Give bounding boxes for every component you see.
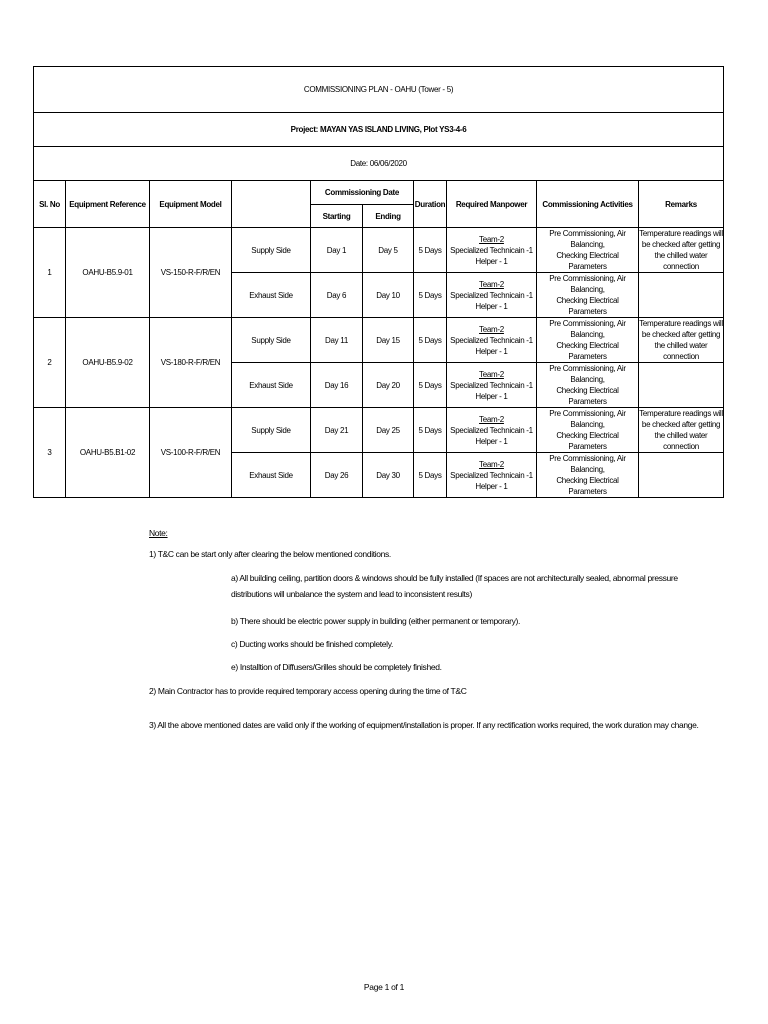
duration-cell: 5 Days [414,318,447,363]
start-cell: Day 16 [311,363,363,408]
commissioning-plan-sheet [33,66,723,498]
technician-label: Specialized Technicain -1 [450,335,533,345]
date-label: Date: 06/06/2020 [34,147,724,181]
side-cell: Exhaust Side [232,363,311,408]
helper-label: Helper - 1 [475,436,508,446]
helper-label: Helper - 1 [475,256,508,266]
equipment-model-cell: VS-150-R-F/R/EN [150,228,232,318]
header-side-blank [232,181,311,228]
technician-label: Specialized Technicain -1 [450,290,533,300]
note-1a-line2: distributions will unbalance the system and lead to inconsistent results) [231,589,472,599]
equipment-model-cell: VS-100-R-F/R/EN [150,408,232,498]
side-cell: Supply Side [232,228,311,273]
equipment-reference-cell: OAHU-B5.9-02 [66,318,150,408]
equipment-model-cell: VS-180-R-F/R/EN [150,318,232,408]
duration-cell: 5 Days [414,408,447,453]
end-cell: Day 15 [363,318,414,363]
activity-line: Pre Commissioning, Air Balancing, [549,274,626,294]
activity-line: Checking Electrical Parameters [556,296,619,316]
note-heading: Note: [149,528,168,538]
manpower-cell [447,318,537,363]
table-row [34,318,724,363]
header-duration: Duration [414,181,447,228]
remarks-cell: Temperature readings will be checked after getting the chilled water connection [639,229,723,271]
technician-label: Specialized Technicain -1 [450,245,533,255]
commissioning-table [33,66,724,498]
start-cell: Day 1 [311,228,363,273]
team-label: Team-2 [479,279,504,289]
team-label: Team-2 [479,324,504,334]
remarks-cell: Temperature readings will be checked after getting the chilled water connection [639,409,723,451]
project-label: Project: MAYAN YAS ISLAND LIVING, Plot YS3-4-6 [34,113,724,147]
technician-label: Specialized Technicain -1 [450,425,533,435]
sl-no-cell: 3 [34,408,66,498]
table-row [34,408,724,453]
page-title: COMMISSIONING PLAN - OAHU (Tower - 5) [34,67,724,113]
activity-line: Checking Electrical Parameters [556,431,619,451]
duration-cell: 5 Days [414,228,447,273]
activity-line: Pre Commissioning, Air Balancing, [549,409,626,429]
remarks-cell [639,453,724,498]
helper-label: Helper - 1 [475,391,508,401]
manpower-cell [447,273,537,318]
manpower-cell [447,453,537,498]
equipment-reference-cell: OAHU-B5.9-01 [66,228,150,318]
helper-label: Helper - 1 [475,346,508,356]
sl-no-cell: 2 [34,318,66,408]
helper-label: Helper - 1 [475,481,508,491]
manpower-cell [447,408,537,453]
end-cell: Day 25 [363,408,414,453]
note-1a-line1: a) All building ceiling, partition doors & windows should be fully installed (If spaces are not architecturally sealed, abnormal pressure [231,573,678,583]
duration-cell: 5 Days [414,273,447,318]
activities-cell [537,318,639,363]
duration-cell: 5 Days [414,363,447,408]
activity-line: Pre Commissioning, Air Balancing, [549,319,626,339]
equipment-reference-cell: OAHU-B5.B1-02 [66,408,150,498]
end-cell: Day 30 [363,453,414,498]
side-cell: Supply Side [232,408,311,453]
activity-line: Pre Commissioning, Air Balancing, [549,364,626,384]
end-cell: Day 20 [363,363,414,408]
activities-cell [537,363,639,408]
page-number: Page 1 of 1 [363,982,405,992]
header-commissioning-date: Commissioning Date [311,181,414,205]
side-cell: Exhaust Side [232,273,311,318]
activity-line: Pre Commissioning, Air Balancing, [549,229,626,249]
activity-line: Checking Electrical Parameters [556,341,619,361]
technician-label: Specialized Technicain -1 [450,380,533,390]
header-equipment-model: Equipment Model [150,181,232,228]
header-required-manpower: Required Manpower [447,181,537,228]
note-3: 3) All the above mentioned dates are valid only if the working of equipment/installation is proper. If any rectification works required, the work duration may change. [149,720,699,730]
sl-no-cell: 1 [34,228,66,318]
table-row [34,228,724,273]
start-cell: Day 26 [311,453,363,498]
team-label: Team-2 [479,414,504,424]
duration-cell: 5 Days [414,453,447,498]
team-label: Team-2 [479,459,504,469]
activity-line: Checking Electrical Parameters [556,476,619,496]
side-cell: Exhaust Side [232,453,311,498]
end-cell: Day 10 [363,273,414,318]
note-1b: b) There should be electric power supply in building (either permanent or temporary). [231,616,521,626]
activities-cell [537,273,639,318]
activity-line: Checking Electrical Parameters [556,386,619,406]
manpower-cell [447,363,537,408]
manpower-cell [447,228,537,273]
remarks-cell: Temperature readings will be checked after getting the chilled water connection [639,319,723,361]
remarks-cell [639,363,724,408]
start-cell: Day 6 [311,273,363,318]
header-equipment-reference: Equipment Reference [66,181,150,228]
technician-label: Specialized Technicain -1 [450,470,533,480]
note-2: 2) Main Contractor has to provide required temporary access opening during the time of T&C [149,686,467,696]
header-commissioning-activities: Commissioning Activities [537,181,639,228]
note-1c: c) Ducting works should be finished completely. [231,639,393,649]
activities-cell [537,408,639,453]
start-cell: Day 11 [311,318,363,363]
activities-cell [537,228,639,273]
activity-line: Pre Commissioning, Air Balancing, [549,454,626,474]
header-ending: Ending [363,205,414,228]
helper-label: Helper - 1 [475,301,508,311]
activities-cell [537,453,639,498]
header-sl-no: Sl. No [34,181,66,228]
remarks-cell [639,273,724,318]
note-1e: e) Installtion of Diffusers/Grilles should be completely finished. [231,662,442,672]
header-starting: Starting [311,205,363,228]
start-cell: Day 21 [311,408,363,453]
team-label: Team-2 [479,234,504,244]
team-label: Team-2 [479,369,504,379]
activity-line: Checking Electrical Parameters [556,251,619,271]
end-cell: Day 5 [363,228,414,273]
side-cell: Supply Side [232,318,311,363]
header-remarks: Remarks [639,181,724,228]
note-1: 1) T&C can be start only after clearing the below mentioned conditions. [149,549,391,559]
